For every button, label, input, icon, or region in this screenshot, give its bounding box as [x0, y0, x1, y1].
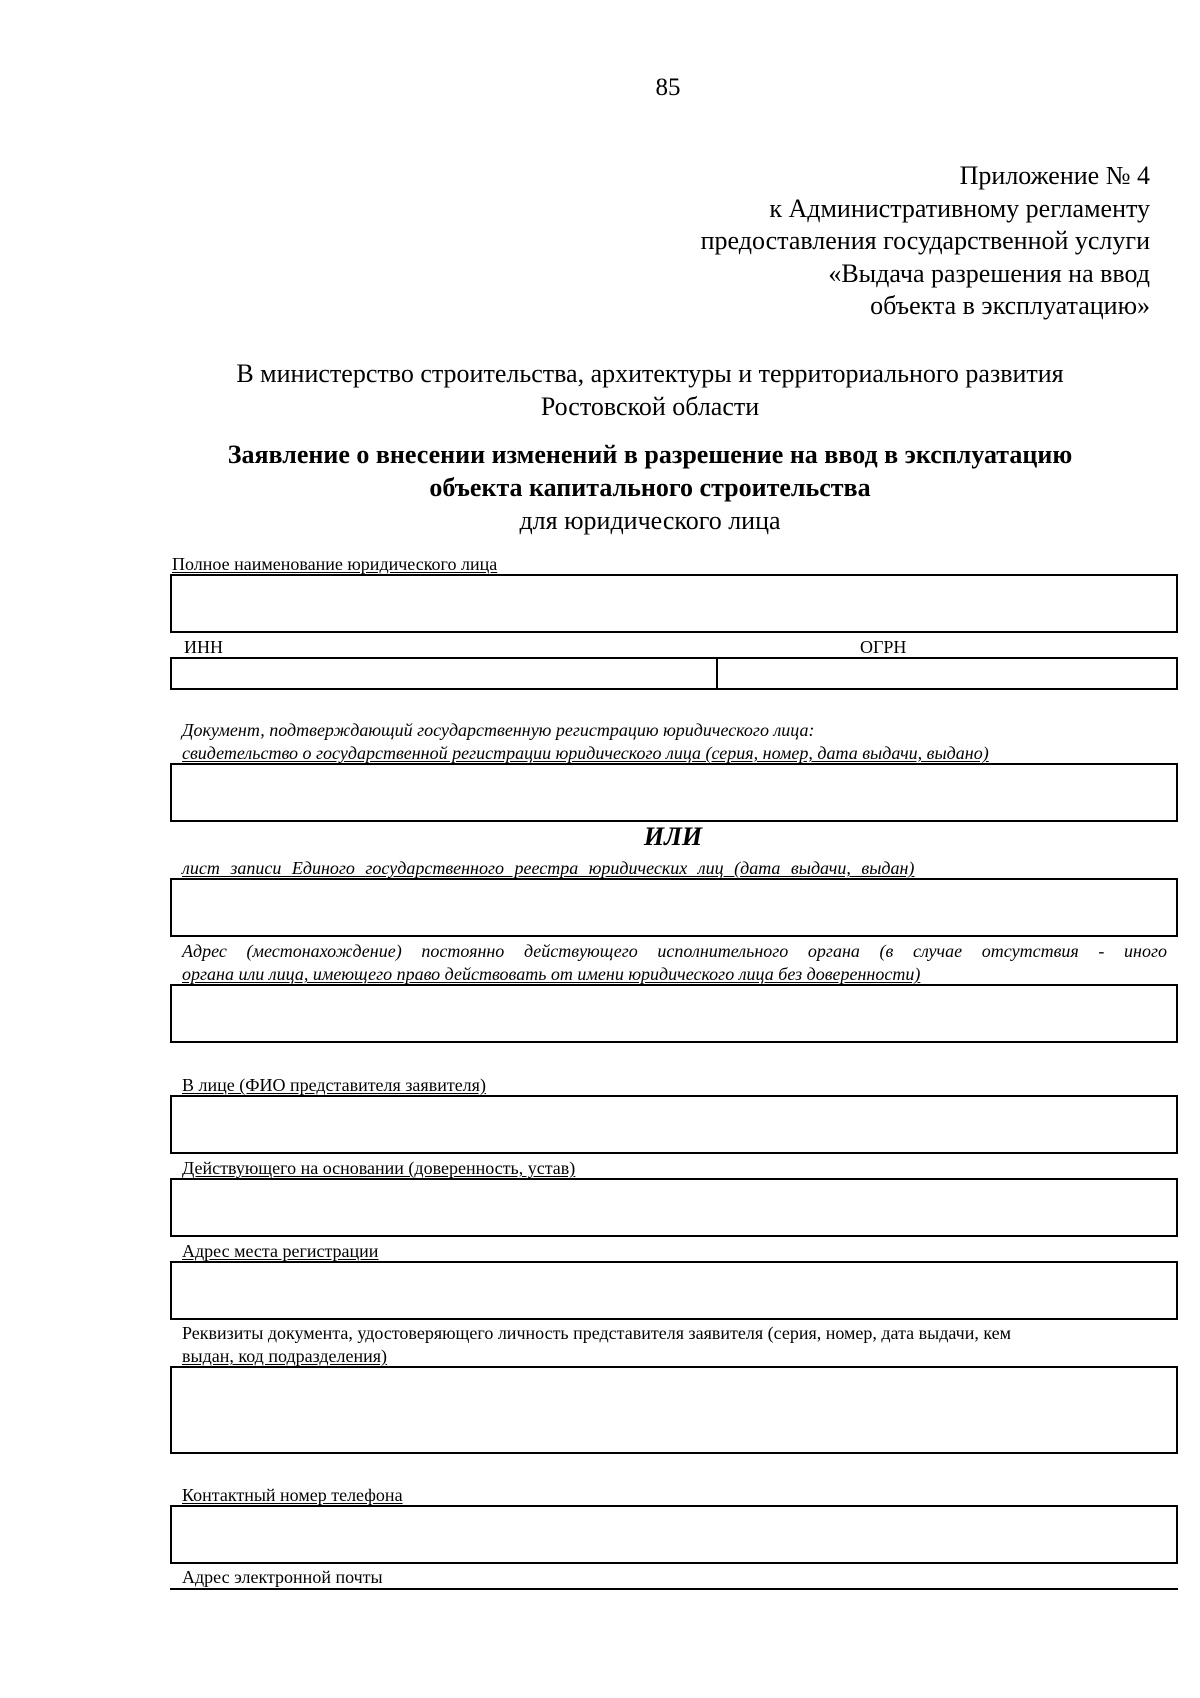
id-doc-field[interactable]	[170, 1366, 1178, 1454]
phone-label: Контактный номер телефона	[182, 1485, 403, 1505]
phone-field[interactable]	[170, 1505, 1178, 1564]
reg-certificate-label: свидетельство о государственной регистрации юридического лица (серия, номер, дата выдачи, выдано)	[182, 743, 989, 763]
reg-address-label: Адрес места регистрации	[182, 1241, 379, 1261]
egrul-sheet-label: лист записи Единого государственного реестра юридических лиц (дата выдачи, выдан)	[182, 858, 915, 878]
document-title	[150, 438, 1150, 504]
full-name-field[interactable]	[170, 574, 1178, 633]
id-doc-label-line2: выдан, код подразделения)	[182, 1346, 388, 1366]
address-label-line2: органа или лица, имеющего право действовать от имени юридического лица без доверенности)	[182, 964, 921, 984]
document-subtitle: для юридического лица	[519, 506, 781, 535]
ogrn-label: ОГРН	[860, 637, 907, 657]
reg-address-field[interactable]	[170, 1261, 1178, 1320]
inn-field[interactable]	[170, 657, 718, 690]
address-label-line1: Адрес (местонахождение) постоянно действующего исполнительного органа (в случае отсутствия - иного	[182, 941, 1167, 961]
egrul-sheet-field[interactable]	[170, 878, 1178, 937]
addressee-line: В министерство строительства, архитектуры и территориального развития	[236, 359, 1064, 388]
inn-label: ИНН	[184, 637, 223, 657]
id-doc-label-line1: Реквизиты документа, удостоверяющего личность представителя заявителя (серия, номер, дата выдачи, кем	[182, 1323, 1012, 1343]
representative-field[interactable]	[170, 1095, 1178, 1154]
annex-line: «Выдача разрешения на ввод	[828, 258, 1150, 288]
annex-line: объекта в эксплуатацию»	[870, 291, 1150, 320]
annex-header	[701, 160, 1150, 323]
reg-certificate-field[interactable]	[170, 763, 1178, 822]
full-name-label: Полное наименование юридического лица	[172, 554, 498, 574]
reg-doc-intro-label: Документ, подтверждающий государственную регистрацию юридического лица:	[182, 720, 815, 740]
or-label: ИЛИ	[643, 822, 703, 851]
annex-line: Приложение № 4	[959, 161, 1150, 190]
basis-label: Действующего на основании (доверенность, устав)	[182, 1158, 576, 1178]
representative-label: В лице (ФИО представителя заявителя)	[182, 1075, 486, 1095]
title-line: объекта капитального строительства	[429, 473, 871, 502]
ogrn-field[interactable]	[716, 657, 1178, 690]
addressee-line: Ростовской области	[540, 392, 760, 421]
basis-field[interactable]	[170, 1178, 1178, 1237]
email-label: Адрес электронной почты	[182, 1567, 383, 1587]
page-number: 85	[655, 74, 681, 101]
annex-line: к Административному регламенту	[769, 193, 1150, 223]
addressee	[150, 357, 1150, 423]
annex-line: предоставления государственной услуги	[700, 226, 1150, 255]
email-field-line[interactable]	[170, 1588, 1178, 1590]
address-field[interactable]	[170, 984, 1178, 1043]
title-line: Заявление о внесении изменений в разрешение на ввод в эксплуатацию	[227, 440, 1073, 469]
